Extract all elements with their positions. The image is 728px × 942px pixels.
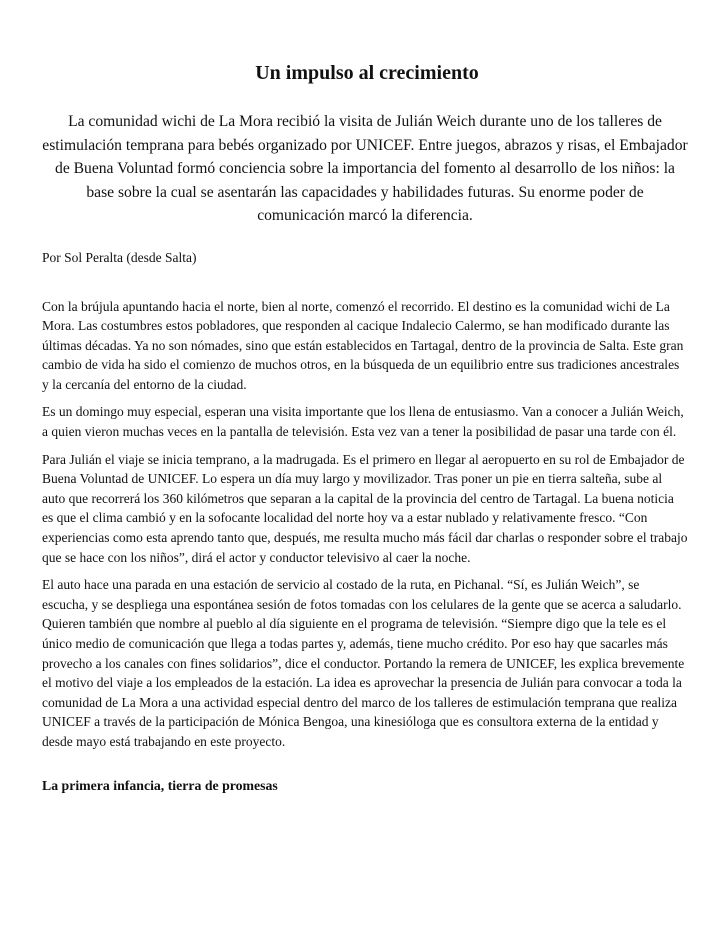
body-paragraph: Para Julián el viaje se inicia temprano, a la madrugada. Es el primero en llegar al aeropuerto en su rol de Embajador de Buena Voluntad de UNICEF. Lo espera un día muy largo y movilizador. Tras poner un pie en tierra salteña, sube al auto que recorrerá los 360 kilómetros que separan a la capital de la provincia del centro de Tartagal. La buena noticia es que el clima cambió y en la sofocante localidad del norte hoy va a estar nublado y relativamente fresco. “Con experiencias como esta aprendo tanto que, después, me resulta mucho más fácil dar charlas o responder sobre el trabajo que se hace con los niños”, dirá el actor y conductor televisivo al caer la noche. [42, 451, 688, 565]
body-paragraph: Con la brújula apuntando hacia el norte, bien al norte, comenzó el recorrido. El destino es la comunidad wichi de La Mora. Las costumbres estos pobladores, que responden al cacique Indalecio Calermo, se han modificado durante las últimas décadas. Ya no son nómades, sino que están establecidos en Tartagal, dentro de la provincia de Salta. Este gran cambio de vida ha sido el comienzo de muchos otros, en la búsqueda de un equilibrio entre sus tradiciones ancestrales y la cercanía del entorno de la ciudad. [42, 298, 684, 392]
section-subheading: La primera infancia, tierra de promesas [42, 777, 278, 793]
article-title: Un impulso al crecimiento [255, 62, 479, 84]
article-lead: La comunidad wichi de La Mora recibió la visita de Julián Weich durante uno de los talleres de estimulación temprana para bebés organizado por UNICEF. Entre juegos, abrazos y risas, el Embajador de Buena Voluntad formó conciencia sobre la importancia del fomento al desarrollo de los niños: la base sobre la cual se asentarán las capacidades y habilidades futuras. Su enorme poder de comunicación marcó la diferencia. [42, 113, 688, 224]
body-paragraph: Es un domingo muy especial, esperan una visita importante que los llena de entusiasmo. Van a conocer a Julián Weich, a quien vieron muchas veces en la pantalla de televisión. Esta vez van a tener la posibilidad de pasar una tarde con él. [42, 404, 684, 440]
body-paragraph: El auto hace una parada en una estación de servicio al costado de la ruta, en Pichanal. “Sí, es Julián Weich”, se escucha, y se despliega una espontánea sesión de fotos tomadas con los celulares de la gente que se acerca a saludarlo. Quieren también que nombre al pueblo al día siguiente en el programa de televisión. “Siempre digo que la tele es el único medio de comunicación que llega a todas partes y, además, tiene mucho crédito. Por eso hay que sacarles más provecho a los canales con fines solidarios”, dice el conductor. Portando la remera de UNICEF, les explica brevemente el motivo del viaje a los empleados de la estación. La idea es aprovechar la presencia de Julián para convocar a toda la comunidad de La Mora a una actividad especial dentro del marco de los talleres de estimulación temprana que realiza UNICEF a través de la participación de Mónica Bengoa, una kinesióloga que es consultora externa de la entidad y desde mayo está trabajando en este proyecto. [42, 577, 685, 749]
article-byline: Por Sol Peralta (desde Salta) [42, 249, 197, 265]
article-body [42, 297, 688, 752]
